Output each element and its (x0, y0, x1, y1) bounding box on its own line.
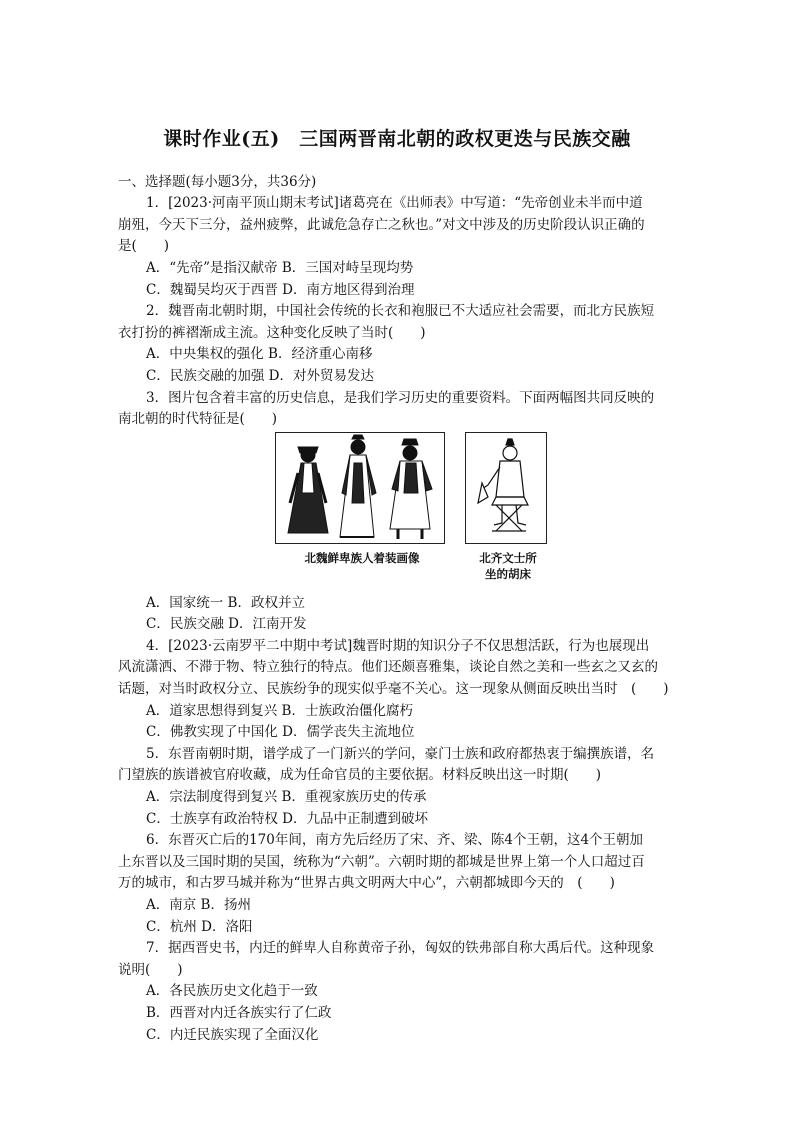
xianbei-costume-illustration (275, 432, 445, 544)
question-6-line-3: 万的城市，和古罗马城并称为“世界古典文明两大中心”，六朝都城即今天的 ( ) (118, 875, 615, 891)
scholar-on-stool-drawing (466, 433, 546, 543)
question-6-line-2: 上东晋以及三国时期的吴国，统称为“六朝”。六朝时期的都城是世界上第一个人口超过百 (118, 854, 645, 870)
question-4-option-ab: A．道家思想得到复兴 B．士族政治僵化腐朽 (146, 703, 413, 719)
question-7-line-2: 说明( ) (118, 962, 183, 978)
section-heading: 一、选择题(每小题3分，共36分) (118, 174, 317, 190)
left-figure-caption: 北魏鲜卑族人着装画像 (304, 551, 420, 565)
right-figure-caption-line-2: 坐的胡床 (485, 567, 531, 581)
question-1-line-2: 崩殂，今天下三分，益州疲弊，此诚危急存亡之秋也。”对文中涉及的历史阶段认识正确的 (118, 217, 645, 233)
question-3-option-ab: A．国家统一 B．政权并立 (146, 595, 305, 611)
question-5-line-1: 5．东晋南朝时期，谱学成了一门新兴的学问，豪门士族和政府都热衷于编撰族谱，名 (146, 746, 655, 762)
question-3-figures (275, 432, 550, 582)
question-2-line-1: 2．魏晋南北朝时期，中国社会传统的长衣和袍服已不大适应社会需要，而北方民族短 (146, 303, 655, 319)
question-4-line-1: 4．[2023·云南罗平二中期中考试]魏晋时期的知识分子不仅思想活跃，行为也展现出 (146, 638, 650, 654)
right-figure-caption-line-1: 北齐文士所 (479, 551, 537, 565)
question-2-option-cd: C．民族交融的加强 D．对外贸易发达 (146, 368, 374, 384)
question-7-line-1: 7．据西晋史书，内迁的鲜卑人自称黄帝子孙，匈奴的铁弗部自称大禹后代。这种现象 (146, 940, 655, 956)
question-6-line-1: 6．东晋灭亡后的170年间，南方先后经历了宋、齐、梁、陈4个王朝，这4个王朝加 (146, 832, 644, 848)
folding-stool-illustration (465, 432, 547, 544)
question-1-line-1: 1．[2023·河南平顶山期末考试]诸葛亮在《出师表》中写道：“先帝创业未半而中道 (146, 195, 643, 211)
question-2-line-2: 衣打扮的裤褶渐成主流。这种变化反映了当时( ) (118, 325, 426, 341)
question-7-option-c: C．内迁民族实现了全面汉化 (146, 1027, 319, 1043)
question-6-option-ab: A．南京 B．扬州 (146, 897, 251, 913)
question-1-option-ab: A．“先帝”是指汉献帝 B．三国对峙呈现均势 (146, 260, 414, 276)
question-3-line-2: 南北朝的时代特征是( ) (118, 411, 278, 427)
question-4-option-cd: C．佛教实现了中国化 D．儒学丧失主流地位 (146, 724, 415, 740)
page-title: 课时作业(五) 三国两晋南北朝的政权更迭与民族交融 (163, 128, 631, 150)
xianbei-figures-drawing (276, 433, 444, 543)
question-4-line-3: 话题，对当时政权分立、民族纷争的现实似乎毫不关心。这一现象从侧面反映出当时 ( ) (118, 681, 669, 697)
question-1-option-cd: C．魏蜀吴均灭于西晋 D．南方地区得到治理 (146, 282, 415, 298)
question-7-option-a: A．各民族历史文化趋于一致 (146, 983, 318, 999)
question-3-option-cd: C．民族交融 D．江南开发 (146, 616, 307, 632)
question-3-line-1: 3．图片包含着丰富的历史信息，是我们学习历史的重要资料。下面两幅图共同反映的 (146, 390, 655, 406)
question-5-line-2: 门望族的族谱被官府收藏，成为任命官员的主要依据。材料反映出这一时期( ) (118, 767, 602, 783)
question-4-line-2: 风流潇洒、不滞于物、特立独行的特点。他们还颇喜雅集，谈论自然之美和一些玄之又玄的 (118, 659, 658, 675)
question-1-line-3: 是( ) (118, 238, 170, 254)
question-2-option-ab: A．中央集权的强化 B．经济重心南移 (146, 346, 373, 362)
question-5-option-ab: A．宗法制度得到复兴 B．重视家族历史的传承 (146, 789, 427, 805)
right-figure-caption (473, 550, 543, 582)
question-5-option-cd: C．士族享有政治特权 D．九品中正制遭到破坏 (146, 811, 428, 827)
question-6-option-cd: C．杭州 D．洛阳 (146, 919, 253, 935)
question-7-option-b: B．西晋对内迁各族实行了仁政 (146, 1005, 332, 1021)
